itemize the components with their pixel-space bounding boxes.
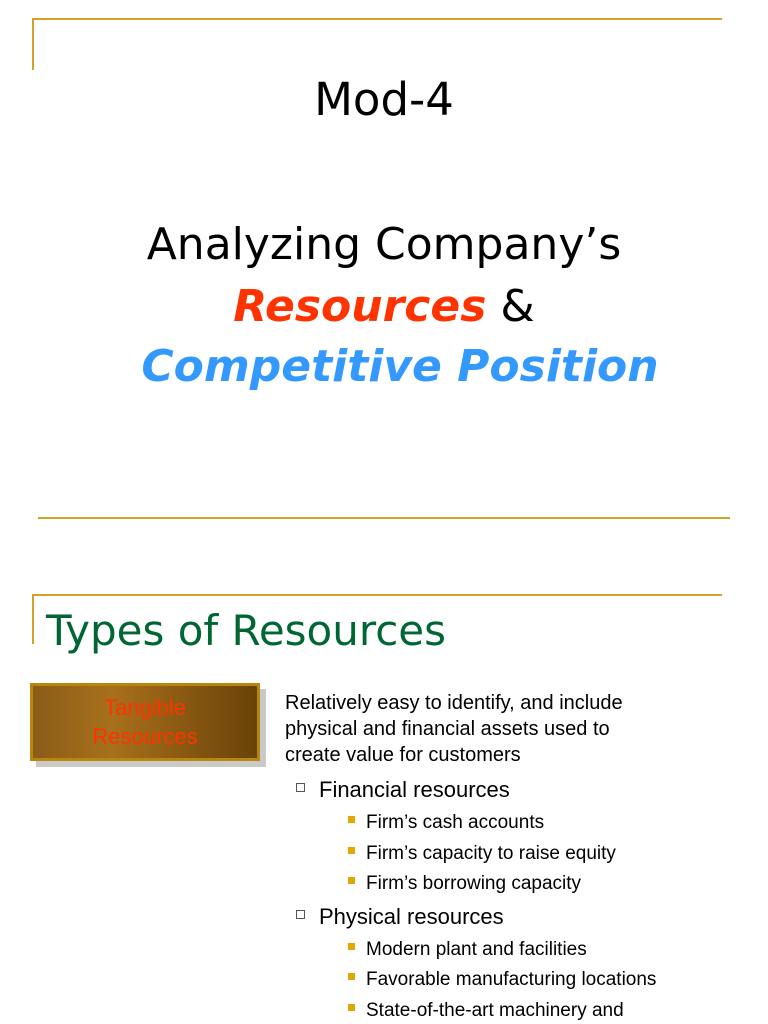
filled-square-bullet-icon <box>348 973 355 980</box>
slide1-top-rule <box>32 18 722 20</box>
list-item-financial-resources <box>296 776 510 804</box>
slide2-top-rule <box>32 594 722 596</box>
list-item <box>348 999 624 1023</box>
slide1-subtitle-line2 <box>0 282 768 332</box>
resources-highlight: Resources <box>233 281 487 332</box>
list-item <box>348 968 656 992</box>
tangible-resources-box <box>30 683 260 761</box>
slide-separator-rule <box>38 517 730 519</box>
ampersand-text: & <box>486 281 535 332</box>
list-item-text: Firm’s borrowing capacity <box>366 873 582 894</box>
slide1-subtitle-line1: Analyzing Company’s <box>146 219 622 270</box>
list-item <box>348 938 587 962</box>
slide1-subtitle-line3: Competitive Position <box>141 341 659 392</box>
tangible-description: Relatively easy to identify, and include physical and financial assets used to create value for customers <box>285 692 623 766</box>
slide2-left-rule <box>32 594 34 644</box>
list-item-text: State-of-the-art machinery and <box>366 1000 624 1021</box>
hollow-square-bullet-icon <box>296 783 305 792</box>
list-item-physical-resources <box>296 903 504 931</box>
filled-square-bullet-icon <box>348 816 355 823</box>
list-item-text: Favorable manufacturing locations <box>366 969 657 990</box>
list-item-text: Modern plant and facilities <box>366 939 587 960</box>
list-item-text: Firm’s cash accounts <box>366 812 545 833</box>
filled-square-bullet-icon <box>348 877 355 884</box>
filled-square-bullet-icon <box>348 943 355 950</box>
hollow-square-bullet-icon <box>296 910 305 919</box>
slide1-title: Mod-4 <box>314 73 454 126</box>
tangible-resources-label: Tangible Resources <box>92 695 198 749</box>
list-item <box>348 811 544 835</box>
group-label: Financial resources <box>319 777 510 802</box>
list-item <box>348 842 616 866</box>
slide2-title: Types of Resources <box>46 606 447 655</box>
slide1-left-rule <box>32 18 34 70</box>
filled-square-bullet-icon <box>348 1004 355 1011</box>
list-item-text: Firm’s capacity to raise equity <box>366 843 616 864</box>
group-label: Physical resources <box>319 904 504 929</box>
filled-square-bullet-icon <box>348 847 355 854</box>
list-item <box>348 872 581 896</box>
